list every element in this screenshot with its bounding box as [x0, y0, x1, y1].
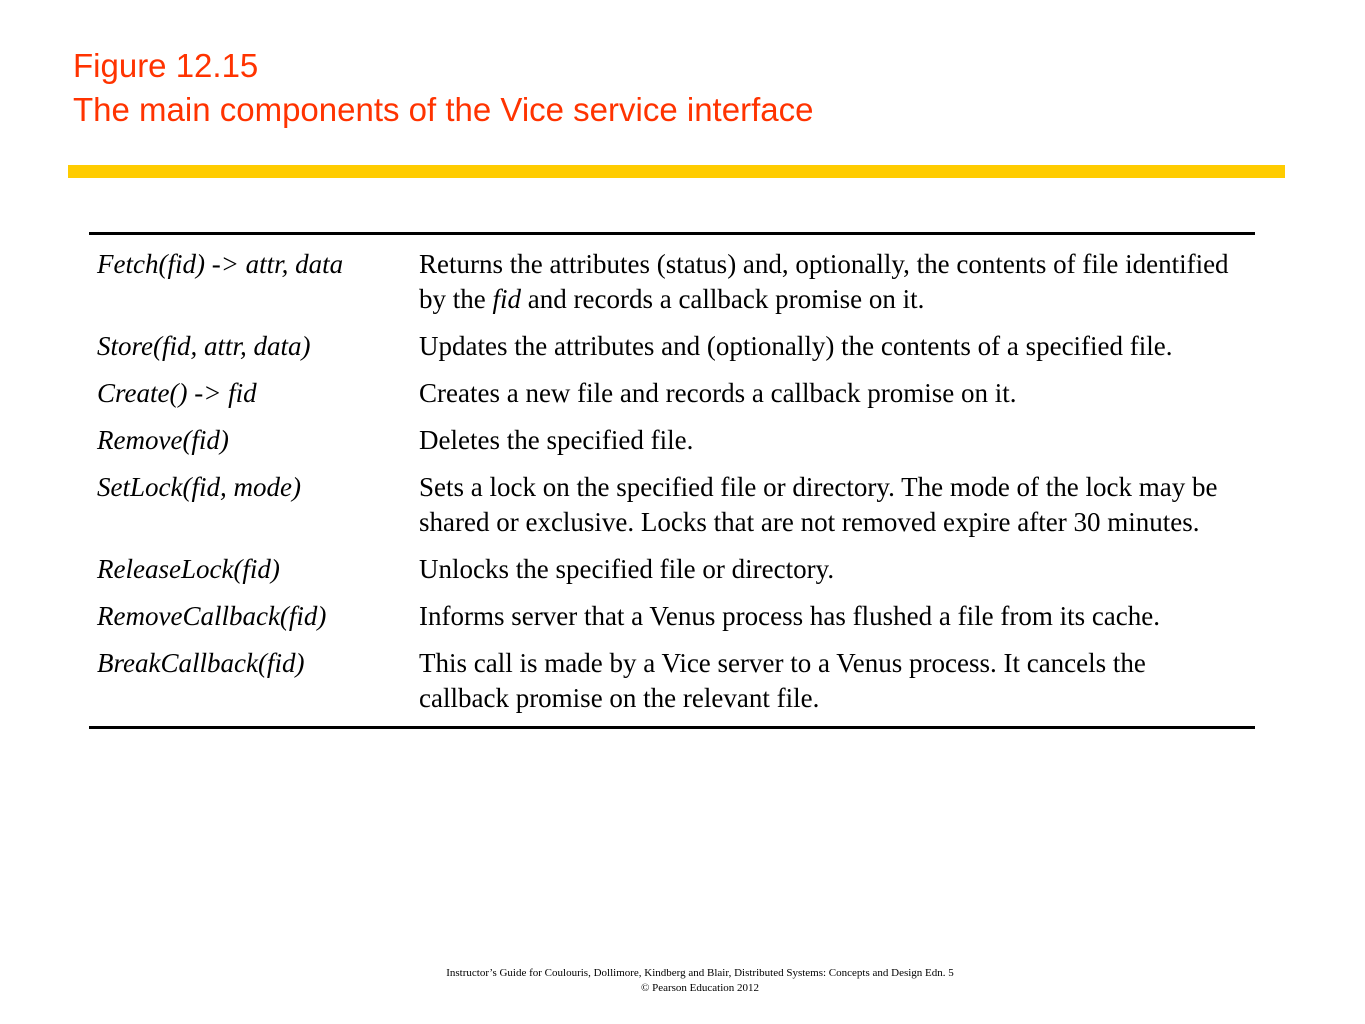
accent-bar [68, 165, 1285, 178]
footer-citation: Instructor’s Guide for Coulouris, Dollimore, Kindberg and Blair, Distributed Systems: Concepts and Design Edn. 5 [446, 967, 954, 979]
operation-signature: SetLock(fid, mode) [97, 472, 301, 502]
operation-description: Unlocks the specified file or directory. [419, 554, 835, 584]
operation-description: Returns the attributes (status) and, optionally, the contents of file identified by the fid and records a callback promise on it. [419, 249, 1229, 314]
operation-signature: ReleaseLock(fid) [97, 554, 280, 584]
interface-table [89, 232, 1255, 729]
slide-footer [0, 966, 1365, 996]
operation-signature: Fetch(fid) -> attr, data [97, 249, 344, 279]
figure-title [73, 44, 813, 132]
table-row [89, 599, 1255, 634]
table-row [89, 470, 1255, 540]
table-row [89, 329, 1255, 364]
figure-number: Figure 12.15 [73, 47, 259, 84]
operation-description: Sets a lock on the specified file or directory. The mode of the lock may be shared or exclusive. Locks that are not removed expire after 30 minutes. [419, 472, 1218, 537]
operation-signature: Remove(fid) [97, 425, 229, 455]
table-row [89, 376, 1255, 411]
table-row [89, 552, 1255, 587]
table-row [89, 423, 1255, 458]
operation-description: Deletes the specified file. [419, 425, 694, 455]
operation-description: This call is made by a Vice server to a Venus process. It cancels the callback promise on the relevant file. [419, 648, 1146, 713]
operation-signature: Store(fid, attr, data) [97, 331, 311, 361]
footer-copyright: © Pearson Education 2012 [640, 982, 760, 994]
operation-signature: Create() -> fid [97, 378, 257, 408]
operation-description: Informs server that a Venus process has flushed a file from its cache. [419, 601, 1161, 631]
operation-signature: RemoveCallback(fid) [97, 601, 327, 631]
figure-caption: The main components of the Vice service interface [73, 91, 814, 128]
operation-signature: BreakCallback(fid) [97, 648, 305, 678]
table-row [89, 247, 1255, 317]
operation-description: Updates the attributes and (optionally) the contents of a specified file. [419, 331, 1173, 361]
operation-description: Creates a new file and records a callback promise on it. [419, 378, 1017, 408]
table-row [89, 646, 1255, 716]
